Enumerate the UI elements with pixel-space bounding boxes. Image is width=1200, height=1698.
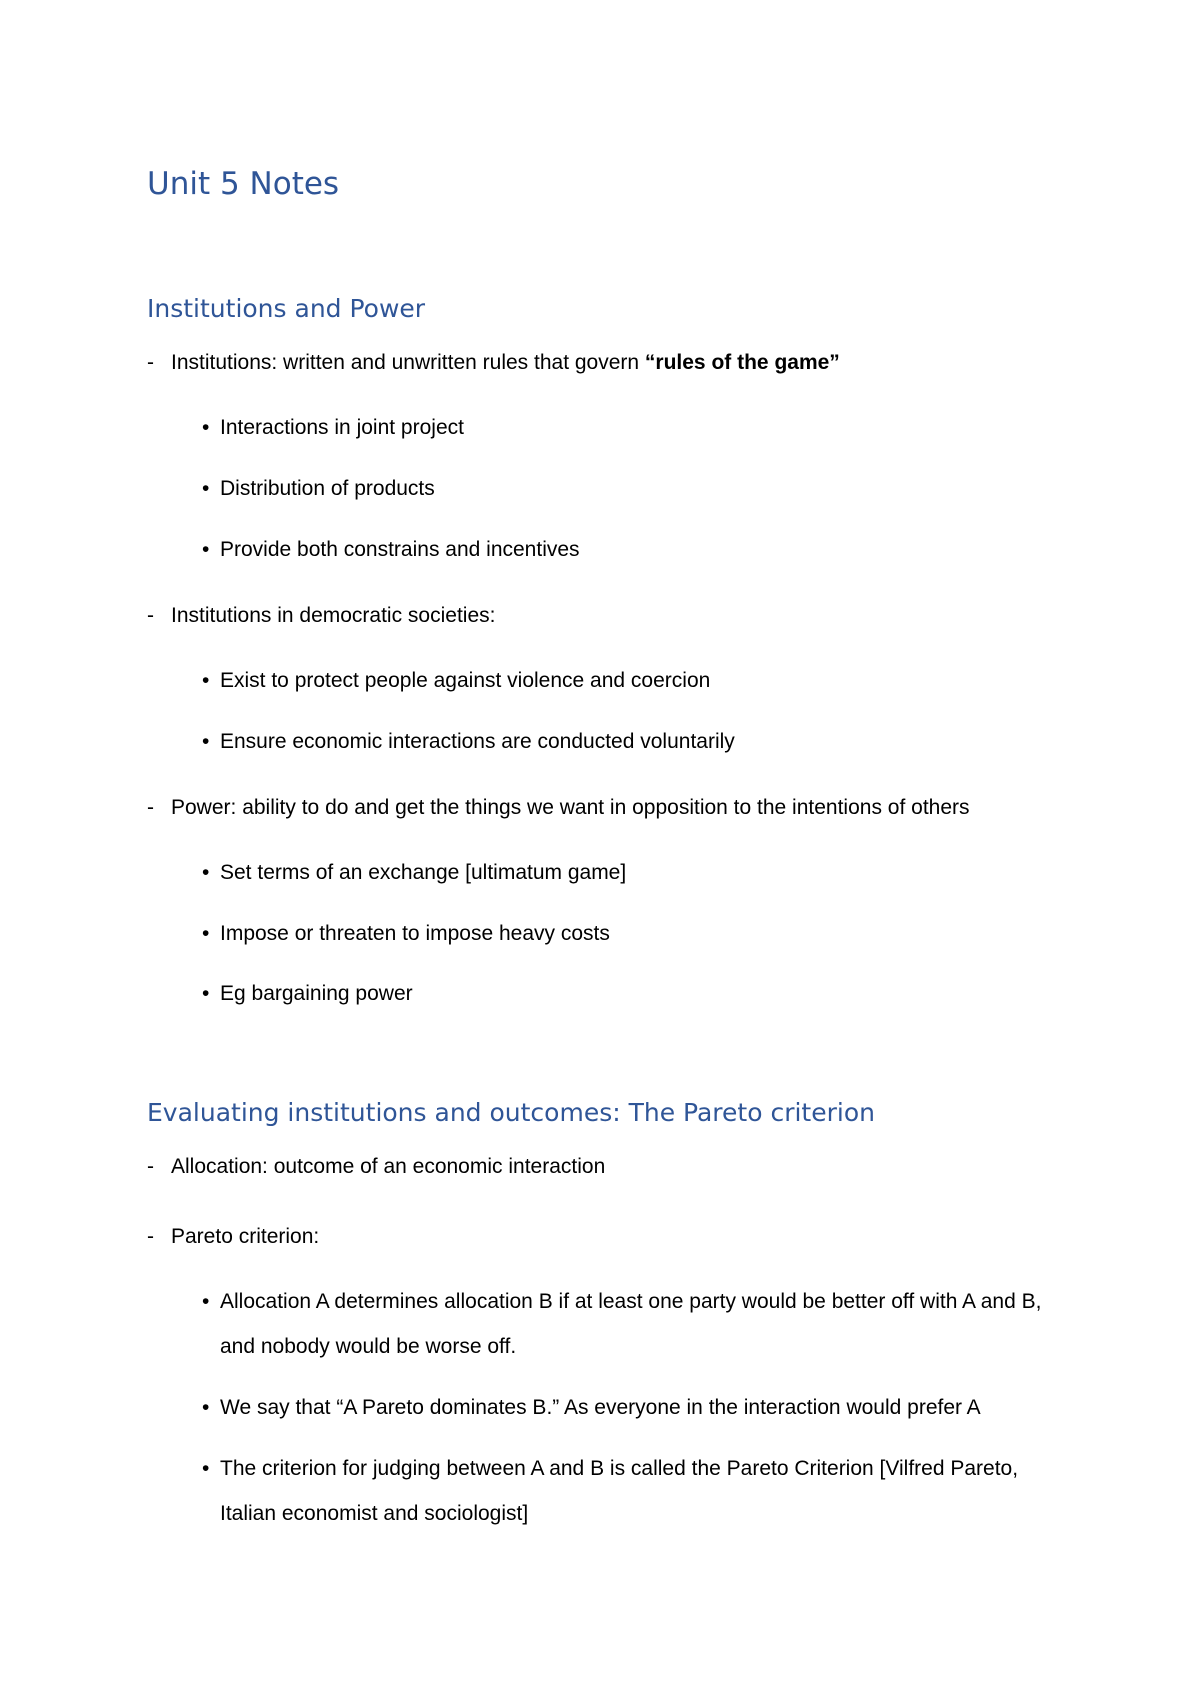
list-item [202, 1385, 1062, 1430]
list-item [202, 1279, 1062, 1369]
item-text: Institutions: written and unwritten rules that govern [171, 351, 645, 374]
list-item [202, 911, 1062, 956]
bullet-marker: • [202, 730, 210, 753]
bullet-text: Distribution of products [220, 477, 435, 500]
bullet-marker: • [202, 538, 210, 561]
bullet-marker: • [202, 669, 210, 692]
dash-marker: - [147, 1155, 154, 1178]
list-item [202, 405, 1062, 450]
list-item [202, 527, 1062, 572]
item-text: Power: ability to do and get the things we want in opposition to the intentions of others [171, 796, 970, 819]
bullet-text: Impose or threaten to impose heavy costs [220, 922, 610, 945]
list-item [202, 466, 1062, 511]
bullet-text: Eg bargaining power [220, 982, 413, 1005]
list-item [202, 971, 1062, 1016]
dash-marker: - [147, 796, 154, 819]
dash-marker: - [147, 1225, 154, 1248]
bullet-marker: • [202, 1396, 210, 1419]
section-heading-pareto-criterion: Evaluating institutions and outcomes: The Pareto criterion [147, 1098, 875, 1127]
bullet-text: We say that “A Pareto dominates B.” As everyone in the interaction would prefer A [220, 1396, 981, 1419]
list-item [202, 1446, 1062, 1536]
dash-marker: - [147, 351, 154, 374]
dash-marker: - [147, 604, 154, 627]
bullet-marker: • [202, 1290, 210, 1313]
bullet-text: Exist to protect people against violence and coercion [220, 669, 711, 692]
list-item [147, 603, 495, 629]
bullet-text: Ensure economic interactions are conducted voluntarily [220, 730, 735, 753]
list-item [202, 850, 1062, 895]
bullet-marker: • [202, 416, 210, 439]
item-text: Pareto criterion: [171, 1225, 320, 1248]
bullet-text: The criterion for judging between A and B is called the Pareto Criterion [Vilfred Pareto, Italian economist and sociologist] [220, 1457, 1019, 1525]
bullet-marker: • [202, 922, 210, 945]
list-item [147, 795, 970, 821]
page-title: Unit 5 Notes [147, 166, 340, 202]
item-text: Institutions in democratic societies: [171, 604, 496, 627]
list-item [202, 658, 1062, 703]
bullet-text: Allocation A determines allocation B if at least one party would be better off with A and B, and nobody would be worse off. [220, 1290, 1042, 1358]
bullet-text: Interactions in joint project [220, 416, 464, 439]
bullet-marker: • [202, 982, 210, 1005]
list-item [147, 1224, 319, 1250]
item-text: Allocation: outcome of an economic interaction [171, 1155, 606, 1178]
bullet-marker: • [202, 861, 210, 884]
list-item [147, 350, 840, 376]
bullet-text: Provide both constrains and incentives [220, 538, 580, 561]
item-bold-text: “rules of the game” [644, 351, 840, 374]
bullet-text: Set terms of an exchange [ultimatum game] [220, 861, 627, 884]
list-item [147, 1154, 605, 1180]
list-item [202, 719, 1062, 764]
section-heading-institutions-power: Institutions and Power [147, 294, 426, 323]
bullet-marker: • [202, 1457, 210, 1480]
bullet-marker: • [202, 477, 210, 500]
